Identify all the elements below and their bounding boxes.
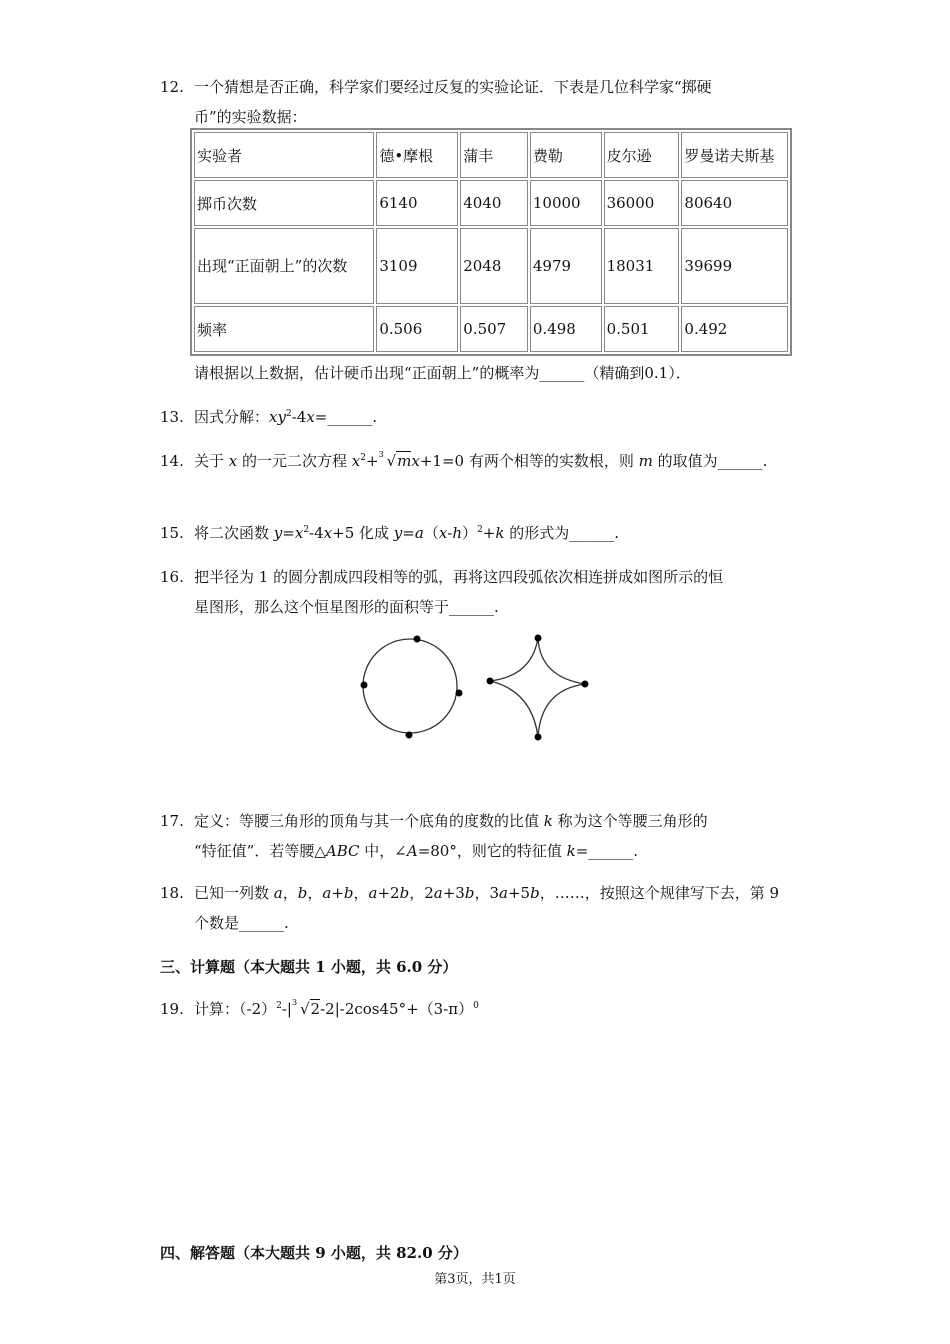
math-var: b bbox=[343, 884, 354, 902]
question-text-line2: 星图形，那么这个恒星图形的面积等于______. bbox=[194, 598, 499, 616]
math-var: a bbox=[368, 884, 378, 902]
page-footer: 第3页，共1页 bbox=[434, 1272, 516, 1287]
question-text: 将二次函数 bbox=[194, 524, 274, 542]
circle-and-star-figure bbox=[355, 630, 600, 745]
answer-blank: =______. bbox=[575, 842, 639, 860]
math-var: a bbox=[273, 884, 283, 902]
answer-blank: 的取值为______. bbox=[652, 452, 768, 470]
question-text-line1 bbox=[194, 878, 800, 908]
question-number: 18. bbox=[160, 884, 184, 902]
table-cell: 频率 bbox=[194, 306, 374, 352]
table-cell: 0.506 bbox=[376, 306, 458, 352]
math-var: b bbox=[464, 884, 475, 902]
question-12 bbox=[160, 72, 800, 132]
math-var: a bbox=[414, 524, 424, 542]
table-row bbox=[194, 306, 788, 352]
table-cell: 10000 bbox=[530, 180, 602, 226]
exponent: 2 bbox=[276, 1001, 282, 1011]
question-number: 12. bbox=[160, 78, 184, 96]
table-row bbox=[194, 180, 788, 226]
table-cell: 4979 bbox=[530, 228, 602, 304]
question-14 bbox=[160, 446, 800, 476]
math-var: xy bbox=[269, 408, 286, 426]
math-var: x bbox=[228, 452, 238, 470]
math-var: y bbox=[393, 524, 403, 542]
question-13 bbox=[160, 402, 800, 432]
math-var: ABC bbox=[325, 842, 360, 860]
math-text: = bbox=[282, 524, 295, 542]
math-var: x bbox=[306, 408, 315, 426]
math-var: x bbox=[323, 524, 333, 542]
math-text: +5 bbox=[507, 884, 531, 902]
table-cell: 实验者 bbox=[194, 132, 374, 178]
math-text: +3 bbox=[442, 884, 465, 902]
radicand: m bbox=[397, 452, 412, 470]
answer-blank: ______ bbox=[539, 364, 585, 382]
question-16 bbox=[160, 562, 800, 622]
exponent: 2 bbox=[477, 525, 483, 535]
exponent: 2 bbox=[285, 409, 292, 419]
math-var: x bbox=[411, 452, 420, 470]
table-cell: 0.507 bbox=[460, 306, 528, 352]
math-var: b bbox=[530, 884, 540, 902]
math-text: ，2 bbox=[409, 884, 434, 902]
radicand: 2 bbox=[310, 1000, 321, 1018]
exponent: 2 bbox=[360, 453, 366, 463]
math-var: k bbox=[543, 812, 553, 830]
prompt-text: 请根据以上数据，估计硬币出现“正面朝上”的概率为 bbox=[194, 364, 540, 382]
math-var: A bbox=[406, 842, 418, 860]
math-var: k bbox=[495, 524, 505, 542]
table-cell: 费勒 bbox=[530, 132, 602, 178]
math-text: ，3 bbox=[474, 884, 499, 902]
answer-blank: =______. bbox=[314, 408, 378, 426]
math-var: b bbox=[297, 884, 308, 902]
math-text: -4 bbox=[291, 408, 307, 426]
question-text: +1=0 有两个相等的实数根，则 bbox=[419, 452, 639, 470]
question-text-line2: 币”的实验数据： bbox=[194, 108, 307, 126]
question-text: 关于 bbox=[194, 452, 229, 470]
math-var: k bbox=[566, 842, 576, 860]
math-text: ） bbox=[462, 524, 478, 542]
question-number: 15. bbox=[160, 524, 184, 542]
question-number: 19. bbox=[160, 1000, 184, 1018]
question-18 bbox=[160, 878, 800, 938]
math-var: b bbox=[399, 884, 410, 902]
question-text: 因式分解： bbox=[194, 408, 270, 426]
question-text-line1: 把半径为 1 的圆分割成四段相等的弧，再将这四段弧依次相连拼成如图所示的恒 bbox=[194, 568, 724, 586]
math-var: m bbox=[638, 452, 653, 470]
math-var: a bbox=[433, 884, 443, 902]
math-text: ， bbox=[307, 884, 323, 902]
answer-blank: 的形式为______. bbox=[504, 524, 620, 542]
table-cell: 4040 bbox=[460, 180, 528, 226]
table-cell: 掷币次数 bbox=[194, 180, 374, 226]
arc-point bbox=[361, 682, 368, 689]
question-text: 已知一列数 bbox=[194, 884, 274, 902]
question-text: “特征值”．若等腰△ bbox=[194, 842, 326, 860]
question-text: ，……，按照这个规律写下去，第 9 bbox=[539, 884, 780, 902]
arc-point bbox=[406, 732, 413, 739]
table-cell: 36000 bbox=[604, 180, 680, 226]
table-cell: 0.492 bbox=[681, 306, 788, 352]
table-cell: 2048 bbox=[460, 228, 528, 304]
star-point bbox=[535, 635, 542, 642]
math-text: 计算：（-2） bbox=[194, 1000, 277, 1018]
question-text-line2: 个数是______. bbox=[194, 914, 289, 932]
question-text: 定义：等腰三角形的顶角与其一个底角的度数的比值 bbox=[194, 812, 544, 830]
coin-toss-table bbox=[190, 128, 792, 356]
table-cell: 39699 bbox=[681, 228, 788, 304]
question-number: 13. bbox=[160, 408, 184, 426]
table-row bbox=[194, 132, 788, 178]
math-var: x bbox=[438, 524, 448, 542]
table-cell: 0.498 bbox=[530, 306, 602, 352]
table-cell: 皮尔逊 bbox=[604, 132, 680, 178]
section-3-heading: 三、计算题（本大题共 1 小题，共 6.0 分） bbox=[160, 958, 458, 976]
table-cell: 罗曼诺夫斯基 bbox=[681, 132, 788, 178]
star-point bbox=[582, 681, 589, 688]
table-cell: 0.501 bbox=[604, 306, 680, 352]
question-text: =80°，则它的特征值 bbox=[417, 842, 567, 860]
math-text: = bbox=[402, 524, 415, 542]
math-text: -2|-2cos45°+（3-π） bbox=[320, 1000, 474, 1018]
math-text: （ bbox=[423, 524, 439, 542]
table-cell: 3109 bbox=[376, 228, 458, 304]
star-figure bbox=[490, 638, 585, 737]
section-4-heading: 四、解答题（本大题共 9 小题，共 82.0 分） bbox=[160, 1244, 468, 1262]
table-cell: 蒲丰 bbox=[460, 132, 528, 178]
question-15 bbox=[160, 518, 800, 548]
math-text: ， bbox=[282, 884, 298, 902]
question-text-line1: 一个猜想是否正确，科学家们要经过反复的实验论证．下表是几位科学家“掷硬 bbox=[194, 78, 712, 96]
math-var: x bbox=[351, 452, 361, 470]
question-12-prompt bbox=[160, 358, 800, 388]
math-var: y bbox=[273, 524, 283, 542]
table-cell: 德•摩根 bbox=[376, 132, 458, 178]
math-var: x bbox=[294, 524, 304, 542]
question-text: +5 化成 bbox=[332, 524, 394, 542]
math-text: + bbox=[366, 452, 379, 470]
math-text: + bbox=[482, 524, 496, 542]
arc-point bbox=[414, 636, 421, 643]
question-number: 14. bbox=[160, 452, 184, 470]
math-text: - bbox=[447, 524, 453, 542]
question-number: 17. bbox=[160, 812, 184, 830]
math-text: -4 bbox=[309, 524, 324, 542]
math-var: a bbox=[499, 884, 508, 902]
table-cell: 出现“正面朝上”的次数 bbox=[194, 228, 374, 304]
question-text: 的一元二次方程 bbox=[237, 452, 352, 470]
table-row bbox=[194, 228, 788, 304]
table-cell: 6140 bbox=[376, 180, 458, 226]
math-text: ， bbox=[353, 884, 369, 902]
math-text: -| bbox=[281, 1000, 292, 1018]
question-17 bbox=[160, 806, 800, 866]
prompt-text-end: （精确到0.1）． bbox=[584, 364, 691, 382]
circle-figure bbox=[363, 639, 457, 733]
exponent: 0 bbox=[473, 1001, 479, 1011]
math-text: + bbox=[331, 884, 344, 902]
question-19 bbox=[160, 994, 800, 1024]
root-index: 3 bbox=[291, 998, 298, 1007]
question-text: 称为这个等腰三角形的 bbox=[552, 812, 708, 830]
question-text: 中，∠ bbox=[359, 842, 407, 860]
question-text-line1 bbox=[194, 806, 800, 836]
cube-root: 3 √2 bbox=[292, 994, 320, 1024]
math-var: h bbox=[452, 524, 463, 542]
arc-point bbox=[456, 690, 463, 697]
table-cell: 80640 bbox=[681, 180, 788, 226]
star-point bbox=[535, 734, 542, 741]
math-text: +2 bbox=[377, 884, 400, 902]
root-index: 3 bbox=[378, 450, 384, 459]
star-point bbox=[487, 678, 494, 685]
exponent: 2 bbox=[303, 525, 310, 535]
question-number: 16. bbox=[160, 568, 184, 586]
cube-root: 3 √m bbox=[379, 446, 412, 476]
table-cell: 18031 bbox=[604, 228, 680, 304]
question-text-line2 bbox=[194, 836, 800, 866]
math-var: a bbox=[322, 884, 332, 902]
